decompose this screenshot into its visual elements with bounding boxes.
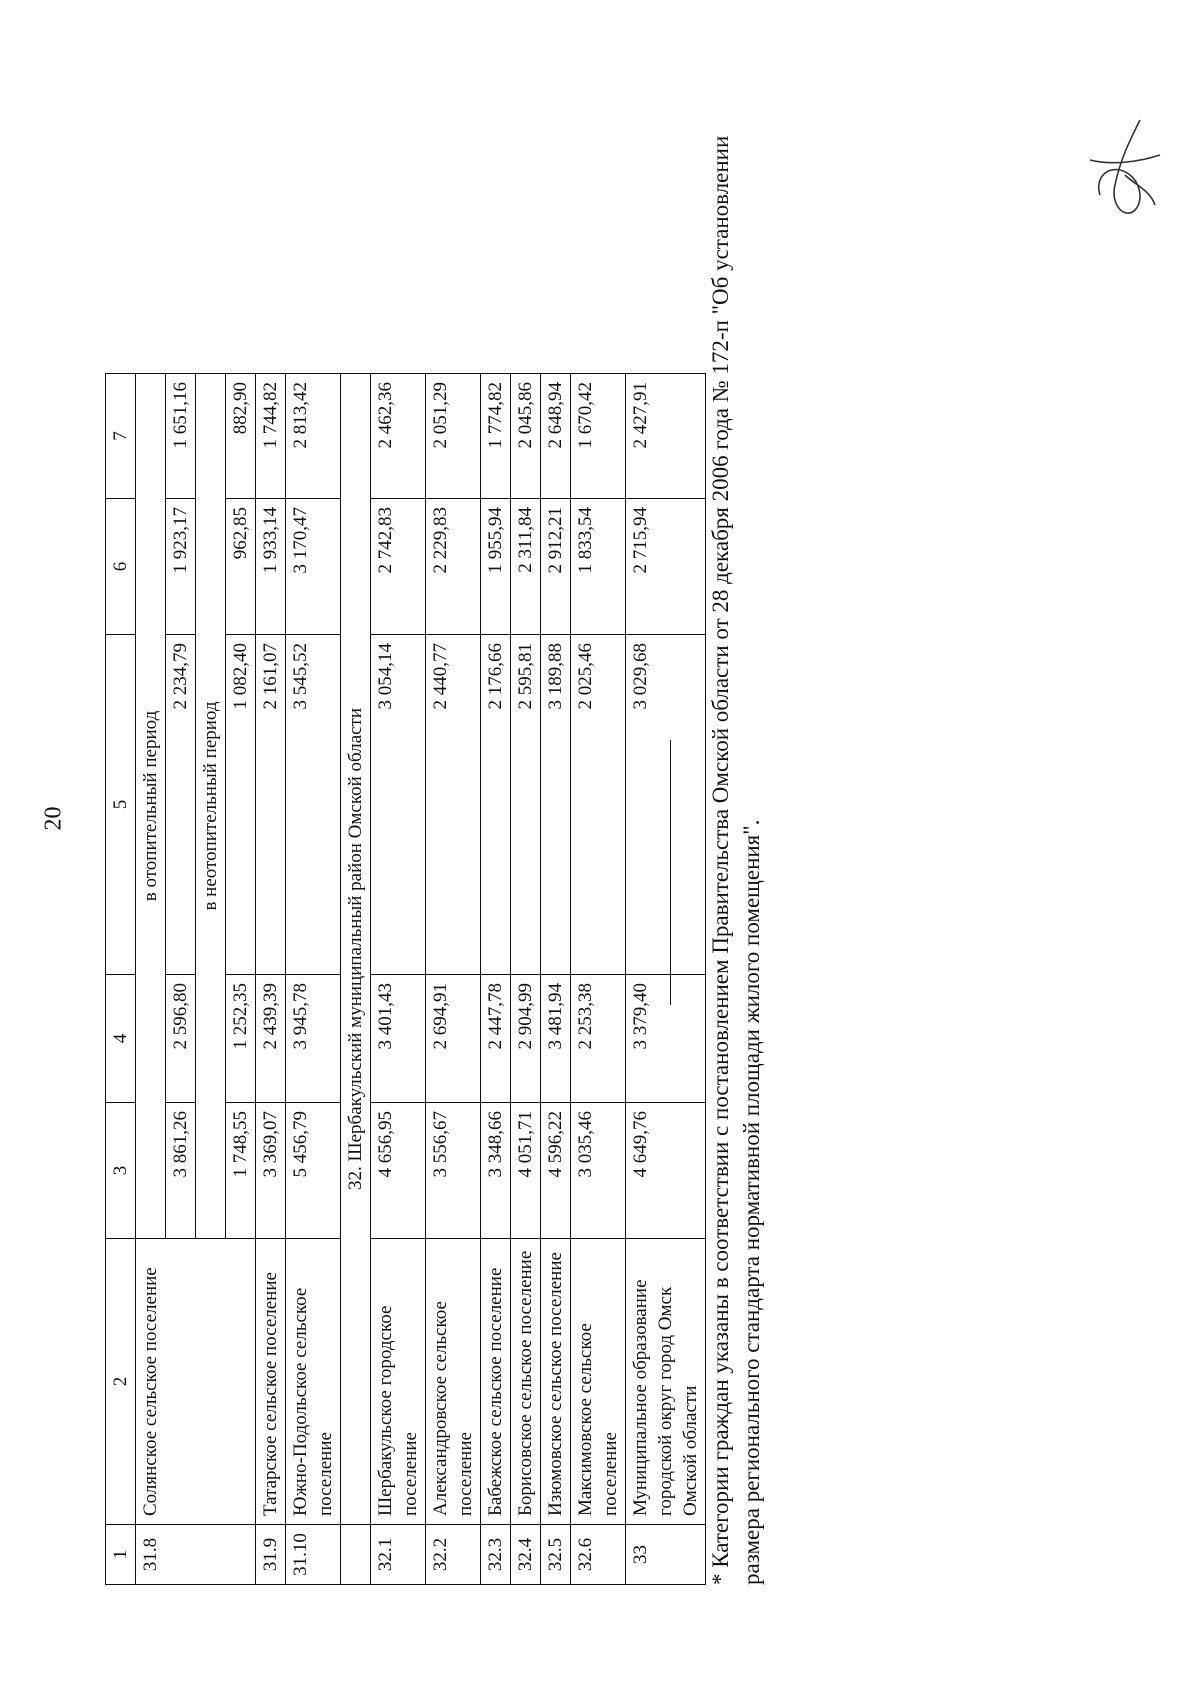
col-header-2: 2 xyxy=(106,1239,136,1525)
row-number: 32.4 xyxy=(511,1525,541,1585)
col-header-4: 4 xyxy=(106,975,136,1103)
cell-c6: 2 912,21 xyxy=(541,499,571,635)
col-header-5: 5 xyxy=(106,635,136,975)
cell-c7: 2 462,36 xyxy=(371,374,426,499)
cell-c5: 2 176,66 xyxy=(481,635,511,975)
settlement-name: Максимовское сельское поселение xyxy=(571,1239,626,1525)
cell-c5: 2 161,07 xyxy=(256,635,286,975)
cell-c5: 2 234,79 xyxy=(166,635,196,975)
cell-c3: 5 456,79 xyxy=(286,1103,341,1239)
cell-c6: 1 833,54 xyxy=(571,499,626,635)
settlement-name: Татарское сельское поселение xyxy=(256,1239,286,1525)
cell-c4: 3 401,43 xyxy=(371,975,426,1103)
settlement-name: Борисовское сельское поселение xyxy=(511,1239,541,1525)
table-row xyxy=(511,374,541,1585)
period-subheader: в неотопительный период xyxy=(196,374,226,1239)
row-number: 32.3 xyxy=(481,1525,511,1585)
cell-c4: 1 252,35 xyxy=(226,975,256,1103)
settlement-name: Изюмовское сельское поселение xyxy=(541,1239,571,1525)
row-number: 32.5 xyxy=(541,1525,571,1585)
cell-c4: 3 379,40 xyxy=(626,975,706,1103)
table-row xyxy=(256,374,286,1585)
settlement-name: Бабежское сельское поселение xyxy=(481,1239,511,1525)
settlement-name: Южно-Подольское сельское поселение xyxy=(286,1239,341,1525)
table-header-row xyxy=(106,374,136,1585)
cell-c4: 2 447,78 xyxy=(481,975,511,1103)
table-row xyxy=(426,374,481,1585)
col-header-6: 6 xyxy=(106,499,136,635)
settlement-name: Александровское сельское поселение xyxy=(426,1239,481,1525)
period-subheader: в отопительный период xyxy=(136,374,166,1239)
cell-c6: 3 170,47 xyxy=(286,499,341,635)
col-header-3: 3 xyxy=(106,1103,136,1239)
row-number: 32.1 xyxy=(371,1525,426,1585)
cell-c4: 2 904,99 xyxy=(511,975,541,1103)
col-header-7: 7 xyxy=(106,374,136,499)
cell-c5: 1 082,40 xyxy=(226,635,256,975)
table-row xyxy=(541,374,571,1585)
cell-c5: 3 189,88 xyxy=(541,635,571,975)
section-title: 32. Шербакульский муниципальный район Омской области xyxy=(341,374,371,1525)
row-number: 32.2 xyxy=(426,1525,481,1585)
cell-c4: 3 481,94 xyxy=(541,975,571,1103)
cell-c5: 3 545,52 xyxy=(286,635,341,975)
handwritten-signature xyxy=(1080,115,1165,235)
settlement-name: Муниципальное образование городской округ город Омск Омской области xyxy=(626,1239,706,1525)
cell-c6: 2 311,84 xyxy=(511,499,541,635)
cell-c7: 1 744,82 xyxy=(256,374,286,499)
cell-c3: 3 861,26 xyxy=(166,1103,196,1239)
cell-c3: 3 348,66 xyxy=(481,1103,511,1239)
rotated-content xyxy=(105,85,835,1585)
cell-c3: 3 369,07 xyxy=(256,1103,286,1239)
cell-c4: 2 596,80 xyxy=(166,975,196,1103)
row-number: 31.8 xyxy=(136,1525,256,1585)
cell-c4: 3 945,78 xyxy=(286,975,341,1103)
cell-c7: 1 774,82 xyxy=(481,374,511,499)
cell-c6: 2 715,94 xyxy=(626,499,706,635)
cell-c3: 3 556,67 xyxy=(426,1103,481,1239)
cell-c3: 4 649,76 xyxy=(626,1103,706,1239)
page-number: 20 xyxy=(40,806,67,831)
settlement-name: Шербакульское городское поселение xyxy=(371,1239,426,1525)
cell-c4: 2 253,38 xyxy=(571,975,626,1103)
table-row xyxy=(371,374,426,1585)
cell-c7: 2 427,91 xyxy=(626,374,706,499)
cell-c3: 3 035,46 xyxy=(571,1103,626,1239)
table-row xyxy=(626,374,706,1585)
table-row xyxy=(286,374,341,1585)
cell-c3: 1 748,55 xyxy=(226,1103,256,1239)
cell-c5: 2 595,81 xyxy=(511,635,541,975)
tariff-table xyxy=(105,373,706,1585)
section-row xyxy=(341,374,371,1585)
row-number: 32.6 xyxy=(571,1525,626,1585)
table-row xyxy=(136,374,166,1585)
cell-c5: 3 029,68 xyxy=(626,635,706,975)
footnote: * Категории граждан указаны в соответствии с постановлением Правительства Омской области от 28 декабря 2006 года № 172-п "Об установлении размера регионального стандарта нормативной площади жилого помещения". xyxy=(708,135,764,1585)
cell-c5: 3 054,14 xyxy=(371,635,426,975)
cell-c6: 2 229,83 xyxy=(426,499,481,635)
settlement-name: Солянское сельское поселение xyxy=(136,1239,256,1525)
col-header-1: 1 xyxy=(106,1525,136,1585)
cell-c3: 4 596,22 xyxy=(541,1103,571,1239)
section-number-cell xyxy=(341,1525,371,1585)
cell-c7: 2 051,29 xyxy=(426,374,481,499)
row-number: 31.9 xyxy=(256,1525,286,1585)
cell-c4: 2 439,39 xyxy=(256,975,286,1103)
cell-c3: 4 656,95 xyxy=(371,1103,426,1239)
cell-c6: 1 923,17 xyxy=(166,499,196,635)
cell-c3: 4 051,71 xyxy=(511,1103,541,1239)
cell-c7: 1 651,16 xyxy=(166,374,196,499)
cell-c6: 1 955,94 xyxy=(481,499,511,635)
row-number: 33 xyxy=(626,1525,706,1585)
separator-line xyxy=(670,740,671,1005)
cell-c7: 882,90 xyxy=(226,374,256,499)
table-row xyxy=(481,374,511,1585)
cell-c6: 962,85 xyxy=(226,499,256,635)
cell-c6: 2 742,83 xyxy=(371,499,426,635)
cell-c7: 2 045,86 xyxy=(511,374,541,499)
table-row xyxy=(571,374,626,1585)
cell-c6: 1 933,14 xyxy=(256,499,286,635)
cell-c5: 2 025,46 xyxy=(571,635,626,975)
cell-c7: 1 670,42 xyxy=(571,374,626,499)
cell-c7: 2 648,94 xyxy=(541,374,571,499)
cell-c5: 2 440,77 xyxy=(426,635,481,975)
cell-c7: 2 813,42 xyxy=(286,374,341,499)
cell-c4: 2 694,91 xyxy=(426,975,481,1103)
row-number: 31.10 xyxy=(286,1525,341,1585)
